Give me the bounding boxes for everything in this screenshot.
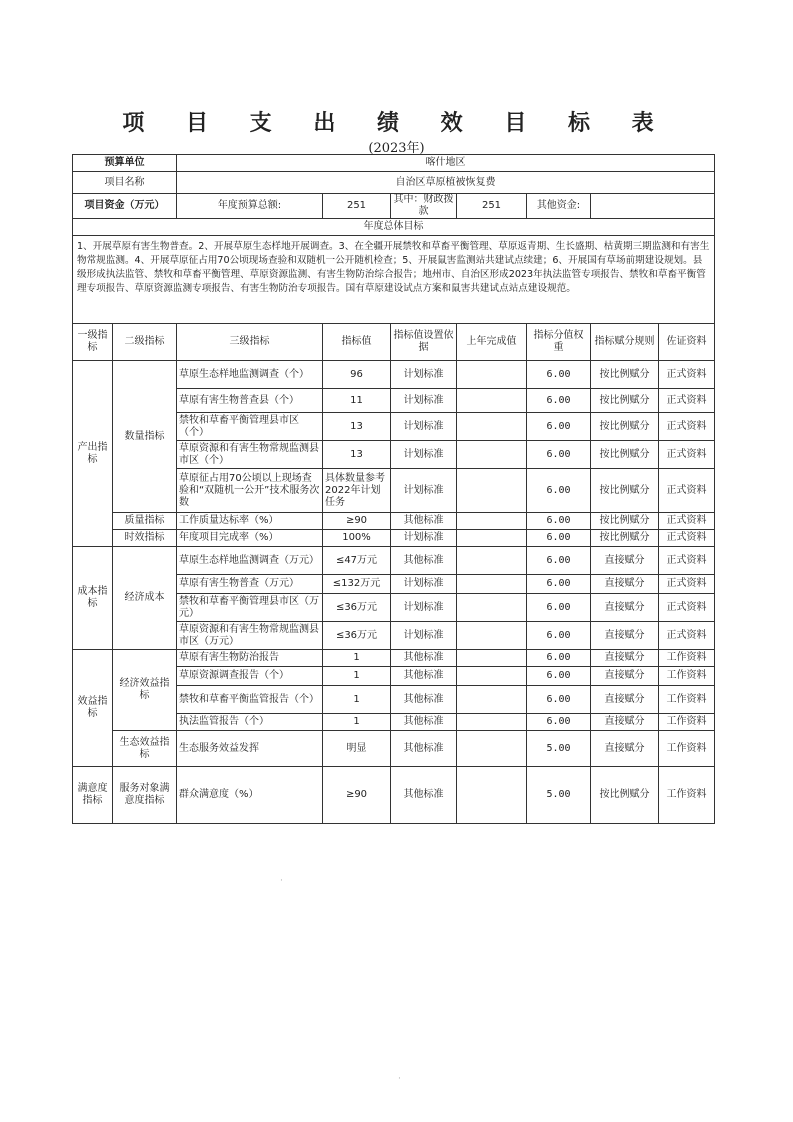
last-year-value bbox=[457, 575, 527, 594]
indicator-weight: 6.00 bbox=[527, 667, 591, 686]
indicator-name: 草原资源调查报告（个） bbox=[177, 667, 323, 686]
indicator-value: 1 bbox=[323, 667, 391, 686]
evidence: 正式资料 bbox=[659, 441, 715, 469]
col-header: 指标值 bbox=[323, 324, 391, 361]
indicator-value: 1 bbox=[323, 650, 391, 667]
indicator-value: 13 bbox=[323, 441, 391, 469]
indicator-value: 1 bbox=[323, 686, 391, 714]
subgroup-economic-cost: 经济成本 bbox=[113, 547, 177, 650]
last-year-value bbox=[457, 667, 527, 686]
evidence: 正式资料 bbox=[659, 622, 715, 650]
evidence: 正式资料 bbox=[659, 413, 715, 441]
evidence: 正式资料 bbox=[659, 547, 715, 575]
indicator-basis: 计划标准 bbox=[391, 594, 457, 622]
indicator-value: ≤36万元 bbox=[323, 622, 391, 650]
last-year-value bbox=[457, 594, 527, 622]
indicator-basis: 其他标准 bbox=[391, 547, 457, 575]
indicator-name: 群众满意度（%） bbox=[177, 767, 323, 824]
scoring-rule: 按比例赋分 bbox=[591, 389, 659, 413]
indicator-name: 草原生态样地监测调查（万元） bbox=[177, 547, 323, 575]
scoring-rule: 直接赋分 bbox=[591, 686, 659, 714]
goal-row bbox=[73, 236, 715, 324]
indicator-value: 11 bbox=[323, 389, 391, 413]
indicator-value: ≤36万元 bbox=[323, 594, 391, 622]
indicator-basis: 其他标准 bbox=[391, 731, 457, 767]
subgroup-quantity: 数量指标 bbox=[113, 361, 177, 513]
indicator-basis: 其他标准 bbox=[391, 714, 457, 731]
fiscal-label: 其中：财政拨款 bbox=[391, 194, 457, 219]
goal-text: 1、开展草原有害生物普查。2、开展草原生态样地开展调查。3、在全疆开展禁牧和草畜平衡管理、草原返青期、生长盛期、枯黄期三期监测和有害生物常规监测。4、开展草原征占用70公顷现场查验和双随机一公开随机检查；5、开展鼠害监测站共建试点续建；6、开展国有草场前期建设规划。县级形成执法监管、禁牧和草畜平衡管理、草原资源监测、有害生物防治综合报告；地州市、自治区形成2023年执法监管专项报告、禁牧和草畜平衡管理专项报告、草原资源监测专项报告、有害生物防治专项报告。国有草原建设试点方案和鼠害共建试点站点建设规范。 bbox=[73, 236, 715, 324]
indicator-name: 草原生态样地监测调查（个） bbox=[177, 361, 323, 389]
last-year-value bbox=[457, 686, 527, 714]
indicator-weight: 6.00 bbox=[527, 513, 591, 530]
table-row bbox=[73, 731, 715, 767]
budget-unit-value: 喀什地区 bbox=[177, 155, 715, 172]
indicator-value: 13 bbox=[323, 413, 391, 441]
scoring-rule: 按比例赋分 bbox=[591, 513, 659, 530]
indicator-weight: 6.00 bbox=[527, 413, 591, 441]
last-year-value bbox=[457, 389, 527, 413]
evidence: 工作资料 bbox=[659, 731, 715, 767]
indicator-weight: 6.00 bbox=[527, 622, 591, 650]
indicator-value: ≤47万元 bbox=[323, 547, 391, 575]
evidence: 正式资料 bbox=[659, 513, 715, 530]
indicator-basis: 其他标准 bbox=[391, 650, 457, 667]
goal-header-row bbox=[73, 219, 715, 236]
indicator-weight: 6.00 bbox=[527, 594, 591, 622]
column-header-row bbox=[73, 324, 715, 361]
indicator-weight: 6.00 bbox=[527, 441, 591, 469]
scan-speck: · bbox=[398, 1074, 401, 1084]
scoring-rule: 直接赋分 bbox=[591, 650, 659, 667]
last-year-value bbox=[457, 513, 527, 530]
col-header: 二级指标 bbox=[113, 324, 177, 361]
funds-row bbox=[73, 194, 715, 219]
fiscal-value: 251 bbox=[457, 194, 527, 219]
indicator-value: ≥90 bbox=[323, 767, 391, 824]
subgroup-eco-benefit: 生态效益指标 bbox=[113, 731, 177, 767]
subgroup-economic-benefit: 经济效益指标 bbox=[113, 650, 177, 731]
scoring-rule: 按比例赋分 bbox=[591, 767, 659, 824]
indicator-basis: 计划标准 bbox=[391, 622, 457, 650]
indicator-value: ≥90 bbox=[323, 513, 391, 530]
annual-total-value: 251 bbox=[323, 194, 391, 219]
indicator-name: 草原征占用70公顷以上现场查验和“双随机一公开”技术服务次数 bbox=[177, 469, 323, 513]
budget-unit-row bbox=[73, 155, 715, 172]
scoring-rule: 直接赋分 bbox=[591, 714, 659, 731]
last-year-value bbox=[457, 361, 527, 389]
indicator-value: 1 bbox=[323, 714, 391, 731]
indicator-value: ≤132万元 bbox=[323, 575, 391, 594]
indicator-value: 具体数量参考2022年计划任务 bbox=[323, 469, 391, 513]
indicator-weight: 5.00 bbox=[527, 767, 591, 824]
last-year-value bbox=[457, 714, 527, 731]
group-output: 产出指标 bbox=[73, 361, 113, 547]
subgroup-quality: 质量指标 bbox=[113, 513, 177, 530]
group-cost: 成本指标 bbox=[73, 547, 113, 650]
evidence: 工作资料 bbox=[659, 714, 715, 731]
project-name-row bbox=[73, 172, 715, 194]
project-name-value: 自治区草原植被恢复费 bbox=[177, 172, 715, 194]
indicator-value: 96 bbox=[323, 361, 391, 389]
last-year-value bbox=[457, 650, 527, 667]
evidence: 正式资料 bbox=[659, 389, 715, 413]
col-header: 三级指标 bbox=[177, 324, 323, 361]
funds-label: 项目资金（万元） bbox=[73, 194, 177, 219]
indicator-weight: 6.00 bbox=[527, 530, 591, 547]
indicator-basis: 其他标准 bbox=[391, 686, 457, 714]
col-header: 上年完成值 bbox=[457, 324, 527, 361]
indicator-weight: 6.00 bbox=[527, 547, 591, 575]
indicator-basis: 其他标准 bbox=[391, 513, 457, 530]
project-name-label: 项目名称 bbox=[73, 172, 177, 194]
subgroup-service: 服务对象满意度指标 bbox=[113, 767, 177, 824]
scoring-rule: 直接赋分 bbox=[591, 575, 659, 594]
indicator-name: 草原资源和有害生物常规监测县市区（万元） bbox=[177, 622, 323, 650]
budget-unit-label: 预算单位 bbox=[73, 155, 177, 172]
indicator-basis: 其他标准 bbox=[391, 767, 457, 824]
evidence: 正式资料 bbox=[659, 575, 715, 594]
evidence: 正式资料 bbox=[659, 530, 715, 547]
evidence: 工作资料 bbox=[659, 650, 715, 667]
indicator-name: 草原有害生物普查（万元） bbox=[177, 575, 323, 594]
evidence: 正式资料 bbox=[659, 361, 715, 389]
col-header: 指标分值权重 bbox=[527, 324, 591, 361]
indicator-basis: 计划标准 bbox=[391, 413, 457, 441]
annual-total-label: 年度预算总额: bbox=[177, 194, 323, 219]
last-year-value bbox=[457, 622, 527, 650]
evidence: 正式资料 bbox=[659, 594, 715, 622]
indicator-basis: 计划标准 bbox=[391, 469, 457, 513]
scoring-rule: 按比例赋分 bbox=[591, 469, 659, 513]
indicator-weight: 6.00 bbox=[527, 389, 591, 413]
indicator-name: 生态服务效益发挥 bbox=[177, 731, 323, 767]
indicator-weight: 5.00 bbox=[527, 731, 591, 767]
evidence: 工作资料 bbox=[659, 767, 715, 824]
col-header: 指标值设置依据 bbox=[391, 324, 457, 361]
indicator-name: 执法监管报告（个） bbox=[177, 714, 323, 731]
indicator-basis: 计划标准 bbox=[391, 361, 457, 389]
scoring-rule: 直接赋分 bbox=[591, 667, 659, 686]
col-header: 指标赋分规则 bbox=[591, 324, 659, 361]
indicator-weight: 6.00 bbox=[527, 575, 591, 594]
last-year-value bbox=[457, 469, 527, 513]
scan-speck: · bbox=[280, 876, 283, 886]
indicator-weight: 6.00 bbox=[527, 686, 591, 714]
last-year-value bbox=[457, 547, 527, 575]
indicator-basis: 计划标准 bbox=[391, 530, 457, 547]
last-year-value bbox=[457, 767, 527, 824]
col-header: 佐证资料 bbox=[659, 324, 715, 361]
scoring-rule: 按比例赋分 bbox=[591, 530, 659, 547]
evidence: 工作资料 bbox=[659, 686, 715, 714]
indicator-name: 草原资源和有害生物常规监测县市区（个） bbox=[177, 441, 323, 469]
indicator-name: 禁牧和草畜平衡管理县市区（个） bbox=[177, 413, 323, 441]
scoring-rule: 直接赋分 bbox=[591, 622, 659, 650]
table-row bbox=[73, 547, 715, 575]
indicator-basis: 计划标准 bbox=[391, 441, 457, 469]
document-title: 项 目 支 出 绩 效 目 标 表 bbox=[122, 110, 671, 136]
indicator-weight: 6.00 bbox=[527, 714, 591, 731]
other-funds-value bbox=[591, 194, 715, 219]
subgroup-timeliness: 时效指标 bbox=[113, 530, 177, 547]
group-satisfaction: 满意度指标 bbox=[73, 767, 113, 824]
indicator-basis: 计划标准 bbox=[391, 575, 457, 594]
scoring-rule: 按比例赋分 bbox=[591, 361, 659, 389]
indicator-name: 禁牧和草畜平衡管理县市区（万元） bbox=[177, 594, 323, 622]
performance-table bbox=[72, 154, 715, 824]
table-row bbox=[73, 530, 715, 547]
last-year-value bbox=[457, 441, 527, 469]
scoring-rule: 直接赋分 bbox=[591, 731, 659, 767]
other-funds-label: 其他资金: bbox=[527, 194, 591, 219]
evidence: 工作资料 bbox=[659, 667, 715, 686]
indicator-name: 工作质量达标率（%） bbox=[177, 513, 323, 530]
scoring-rule: 按比例赋分 bbox=[591, 441, 659, 469]
last-year-value bbox=[457, 413, 527, 441]
indicator-basis: 其他标准 bbox=[391, 667, 457, 686]
goal-header: 年度总体目标 bbox=[73, 219, 715, 236]
table-row bbox=[73, 361, 715, 389]
indicator-basis: 计划标准 bbox=[391, 389, 457, 413]
scoring-rule: 直接赋分 bbox=[591, 594, 659, 622]
table-row bbox=[73, 650, 715, 667]
table-row bbox=[73, 513, 715, 530]
document-year: (2023年) bbox=[368, 141, 425, 156]
last-year-value bbox=[457, 530, 527, 547]
indicator-value: 100% bbox=[323, 530, 391, 547]
indicator-weight: 6.00 bbox=[527, 650, 591, 667]
indicator-name: 草原有害生物普查县（个） bbox=[177, 389, 323, 413]
scoring-rule: 直接赋分 bbox=[591, 547, 659, 575]
indicator-name: 草原有害生物防治报告 bbox=[177, 650, 323, 667]
table-row bbox=[73, 767, 715, 824]
last-year-value bbox=[457, 731, 527, 767]
indicator-name: 禁牧和草畜平衡监管报告（个） bbox=[177, 686, 323, 714]
evidence: 正式资料 bbox=[659, 469, 715, 513]
indicator-weight: 6.00 bbox=[527, 361, 591, 389]
indicator-weight: 6.00 bbox=[527, 469, 591, 513]
indicator-value: 明显 bbox=[323, 731, 391, 767]
col-header: 一级指标 bbox=[73, 324, 113, 361]
indicator-name: 年度项目完成率（%） bbox=[177, 530, 323, 547]
group-benefit: 效益指标 bbox=[73, 650, 113, 767]
scoring-rule: 按比例赋分 bbox=[591, 413, 659, 441]
